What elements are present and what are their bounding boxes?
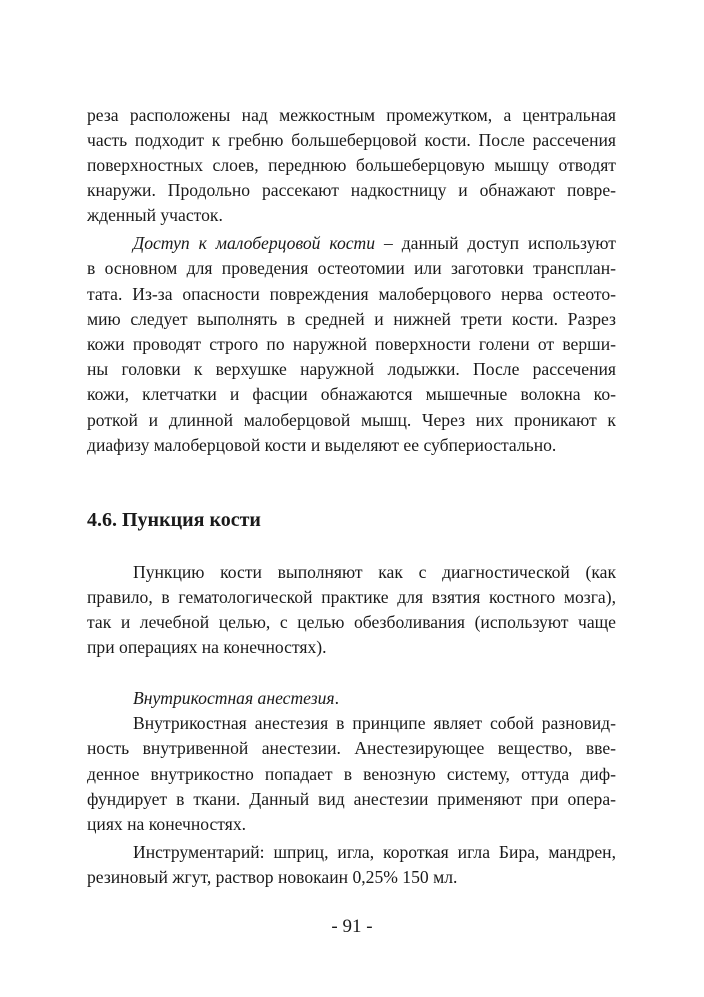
text-fragment: – данный доступ используют (375, 233, 616, 253)
text-line: часть подходит к гребню большеберцовой кости. После рассечения (87, 130, 616, 150)
italic-term: Доступ к малоберцовой кости (133, 233, 376, 253)
text-line: роткой и длинной малоберцовой мышц. Через них проникают к (87, 410, 616, 430)
subheading-punct: . (334, 688, 339, 708)
section-heading: 4.6. Пункция кости (87, 509, 261, 531)
text-line: тата. Из-за опасности повреждения малоберцового нерва остеото- (87, 284, 616, 304)
text-line: реза расположены над межкостным промежутком, а центральная (87, 105, 616, 125)
text-line-lead (133, 231, 616, 256)
text-line: кожи проводят строго по наружной поверхности голени от верши- (87, 334, 616, 354)
subheading: Внутрикостная анестезия (133, 688, 335, 708)
text-line: Внутрикостная анестезия в принципе являет собой разновид- (133, 713, 616, 733)
text-line: диафизу малоберцовой кости и выделяют ее субпериостально. (87, 435, 557, 455)
page-number: - 91 - (331, 916, 373, 937)
text-line: мию следует выполнять в средней и нижней трети кости. Разрез (87, 309, 616, 329)
text-line: ны головки к верхушке наружной лодыжки. После рассечения (87, 359, 616, 379)
text-line: так и лечебной целью, с целью обезболивания (используют чаще (87, 612, 616, 632)
text-line: Пункцию кости выполняют как с диагностической (как (133, 562, 616, 582)
text-line: циях на конечностях. (87, 814, 247, 834)
text-line: денное внутрикостно попадает в венозную систему, оттуда диф- (87, 764, 616, 784)
text-line: ность внутривенной анестезии. Анестезирующее вещество, вве- (87, 738, 616, 758)
text-line: при операциях на конечностях). (87, 637, 327, 657)
text-line: кожи, клетчатки и фасции обнажаются мышечные волокна ко- (87, 384, 616, 404)
text-line: резиновый жгут, раствор новокаин 0,25% 150 мл. (87, 867, 458, 887)
text-line: Инструментарий: шприц, игла, короткая игла Бира, мандрен, (133, 842, 616, 862)
text-line: жденный участок. (87, 205, 223, 225)
text-line: в основном для проведения остеотомии или заготовки трансплан- (87, 258, 616, 278)
subheading-line (133, 686, 616, 711)
text-line: фундирует в ткани. Данный вид анестезии применяют при опера- (87, 789, 616, 809)
text-line: кнаружи. Продольно рассекают надкостницу и обнажают повре- (87, 180, 616, 200)
text-line: правило, в гематологической практике для взятия костного мозга), (87, 587, 616, 607)
text-line: поверхностных слоев, переднюю большеберцовую мышцу отводят (87, 155, 616, 175)
